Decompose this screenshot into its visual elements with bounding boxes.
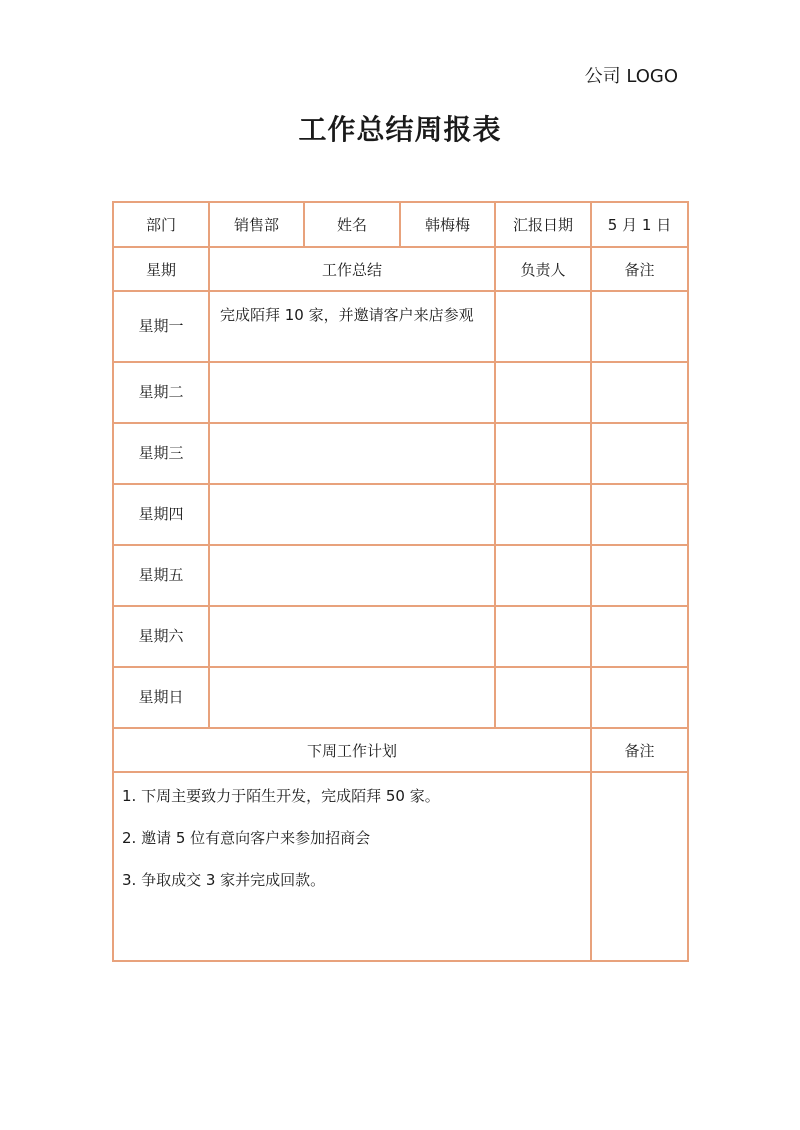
owner-cell[interactable] [495, 362, 591, 423]
plan-item: 2. 邀请 5 位有意向客户来参加招商会 [122, 829, 371, 847]
plan-item: 3. 争取成交 3 家并完成回款。 [122, 871, 326, 889]
next-week-plan-header: 下周工作计划 [113, 728, 591, 772]
day-label: 星期三 [113, 423, 209, 484]
summary-cell[interactable] [209, 362, 495, 423]
summary-cell[interactable] [209, 484, 495, 545]
summary-cell[interactable]: 完成陌拜 10 家，并邀请客户来店参观 [209, 291, 495, 362]
note-cell[interactable] [591, 667, 688, 728]
owner-cell[interactable] [495, 291, 591, 362]
note-column-header: 备注 [591, 247, 688, 291]
column-header-row [113, 247, 688, 291]
next-week-plan-row [113, 772, 688, 961]
day-label: 星期二 [113, 362, 209, 423]
summary-cell[interactable] [209, 606, 495, 667]
note-cell[interactable] [591, 362, 688, 423]
table-row [113, 545, 688, 606]
day-label: 星期五 [113, 545, 209, 606]
next-week-note-cell[interactable] [591, 772, 688, 961]
plan-item: 1. 下周主要致力于陌生开发，完成陌拜 50 家。 [122, 787, 440, 805]
table-row [113, 606, 688, 667]
day-column-header: 星期 [113, 247, 209, 291]
name-label: 姓名 [304, 202, 400, 247]
day-label: 星期日 [113, 667, 209, 728]
dept-value[interactable]: 销售部 [209, 202, 304, 247]
summary-cell[interactable] [209, 667, 495, 728]
summary-column-header: 工作总结 [209, 247, 495, 291]
day-label: 星期四 [113, 484, 209, 545]
note-cell[interactable] [591, 606, 688, 667]
table-row [113, 362, 688, 423]
next-week-header-row [113, 728, 688, 772]
note-cell[interactable] [591, 291, 688, 362]
owner-cell[interactable] [495, 667, 591, 728]
report-date-label: 汇报日期 [495, 202, 591, 247]
page-title: 工作总结周报表 [298, 113, 502, 146]
summary-cell[interactable] [209, 545, 495, 606]
summary-cell[interactable] [209, 423, 495, 484]
table-row [113, 423, 688, 484]
note-cell[interactable] [591, 484, 688, 545]
table-row [113, 667, 688, 728]
next-week-plan-cell[interactable] [113, 772, 591, 961]
next-week-note-header: 备注 [591, 728, 688, 772]
weekly-report-table [112, 201, 689, 962]
owner-cell[interactable] [495, 606, 591, 667]
table-row [113, 484, 688, 545]
company-logo: 公司 LOGO [584, 66, 678, 87]
day-label: 星期一 [113, 291, 209, 362]
table-row [113, 291, 688, 362]
day-label: 星期六 [113, 606, 209, 667]
owner-cell[interactable] [495, 545, 591, 606]
owner-cell[interactable] [495, 484, 591, 545]
note-cell[interactable] [591, 423, 688, 484]
dept-label: 部门 [113, 202, 209, 247]
report-date-value[interactable]: 5 月 1 日 [591, 202, 688, 247]
note-cell[interactable] [591, 545, 688, 606]
name-value[interactable]: 韩梅梅 [400, 202, 495, 247]
owner-cell[interactable] [495, 423, 591, 484]
owner-column-header: 负责人 [495, 247, 591, 291]
info-row [113, 202, 688, 247]
